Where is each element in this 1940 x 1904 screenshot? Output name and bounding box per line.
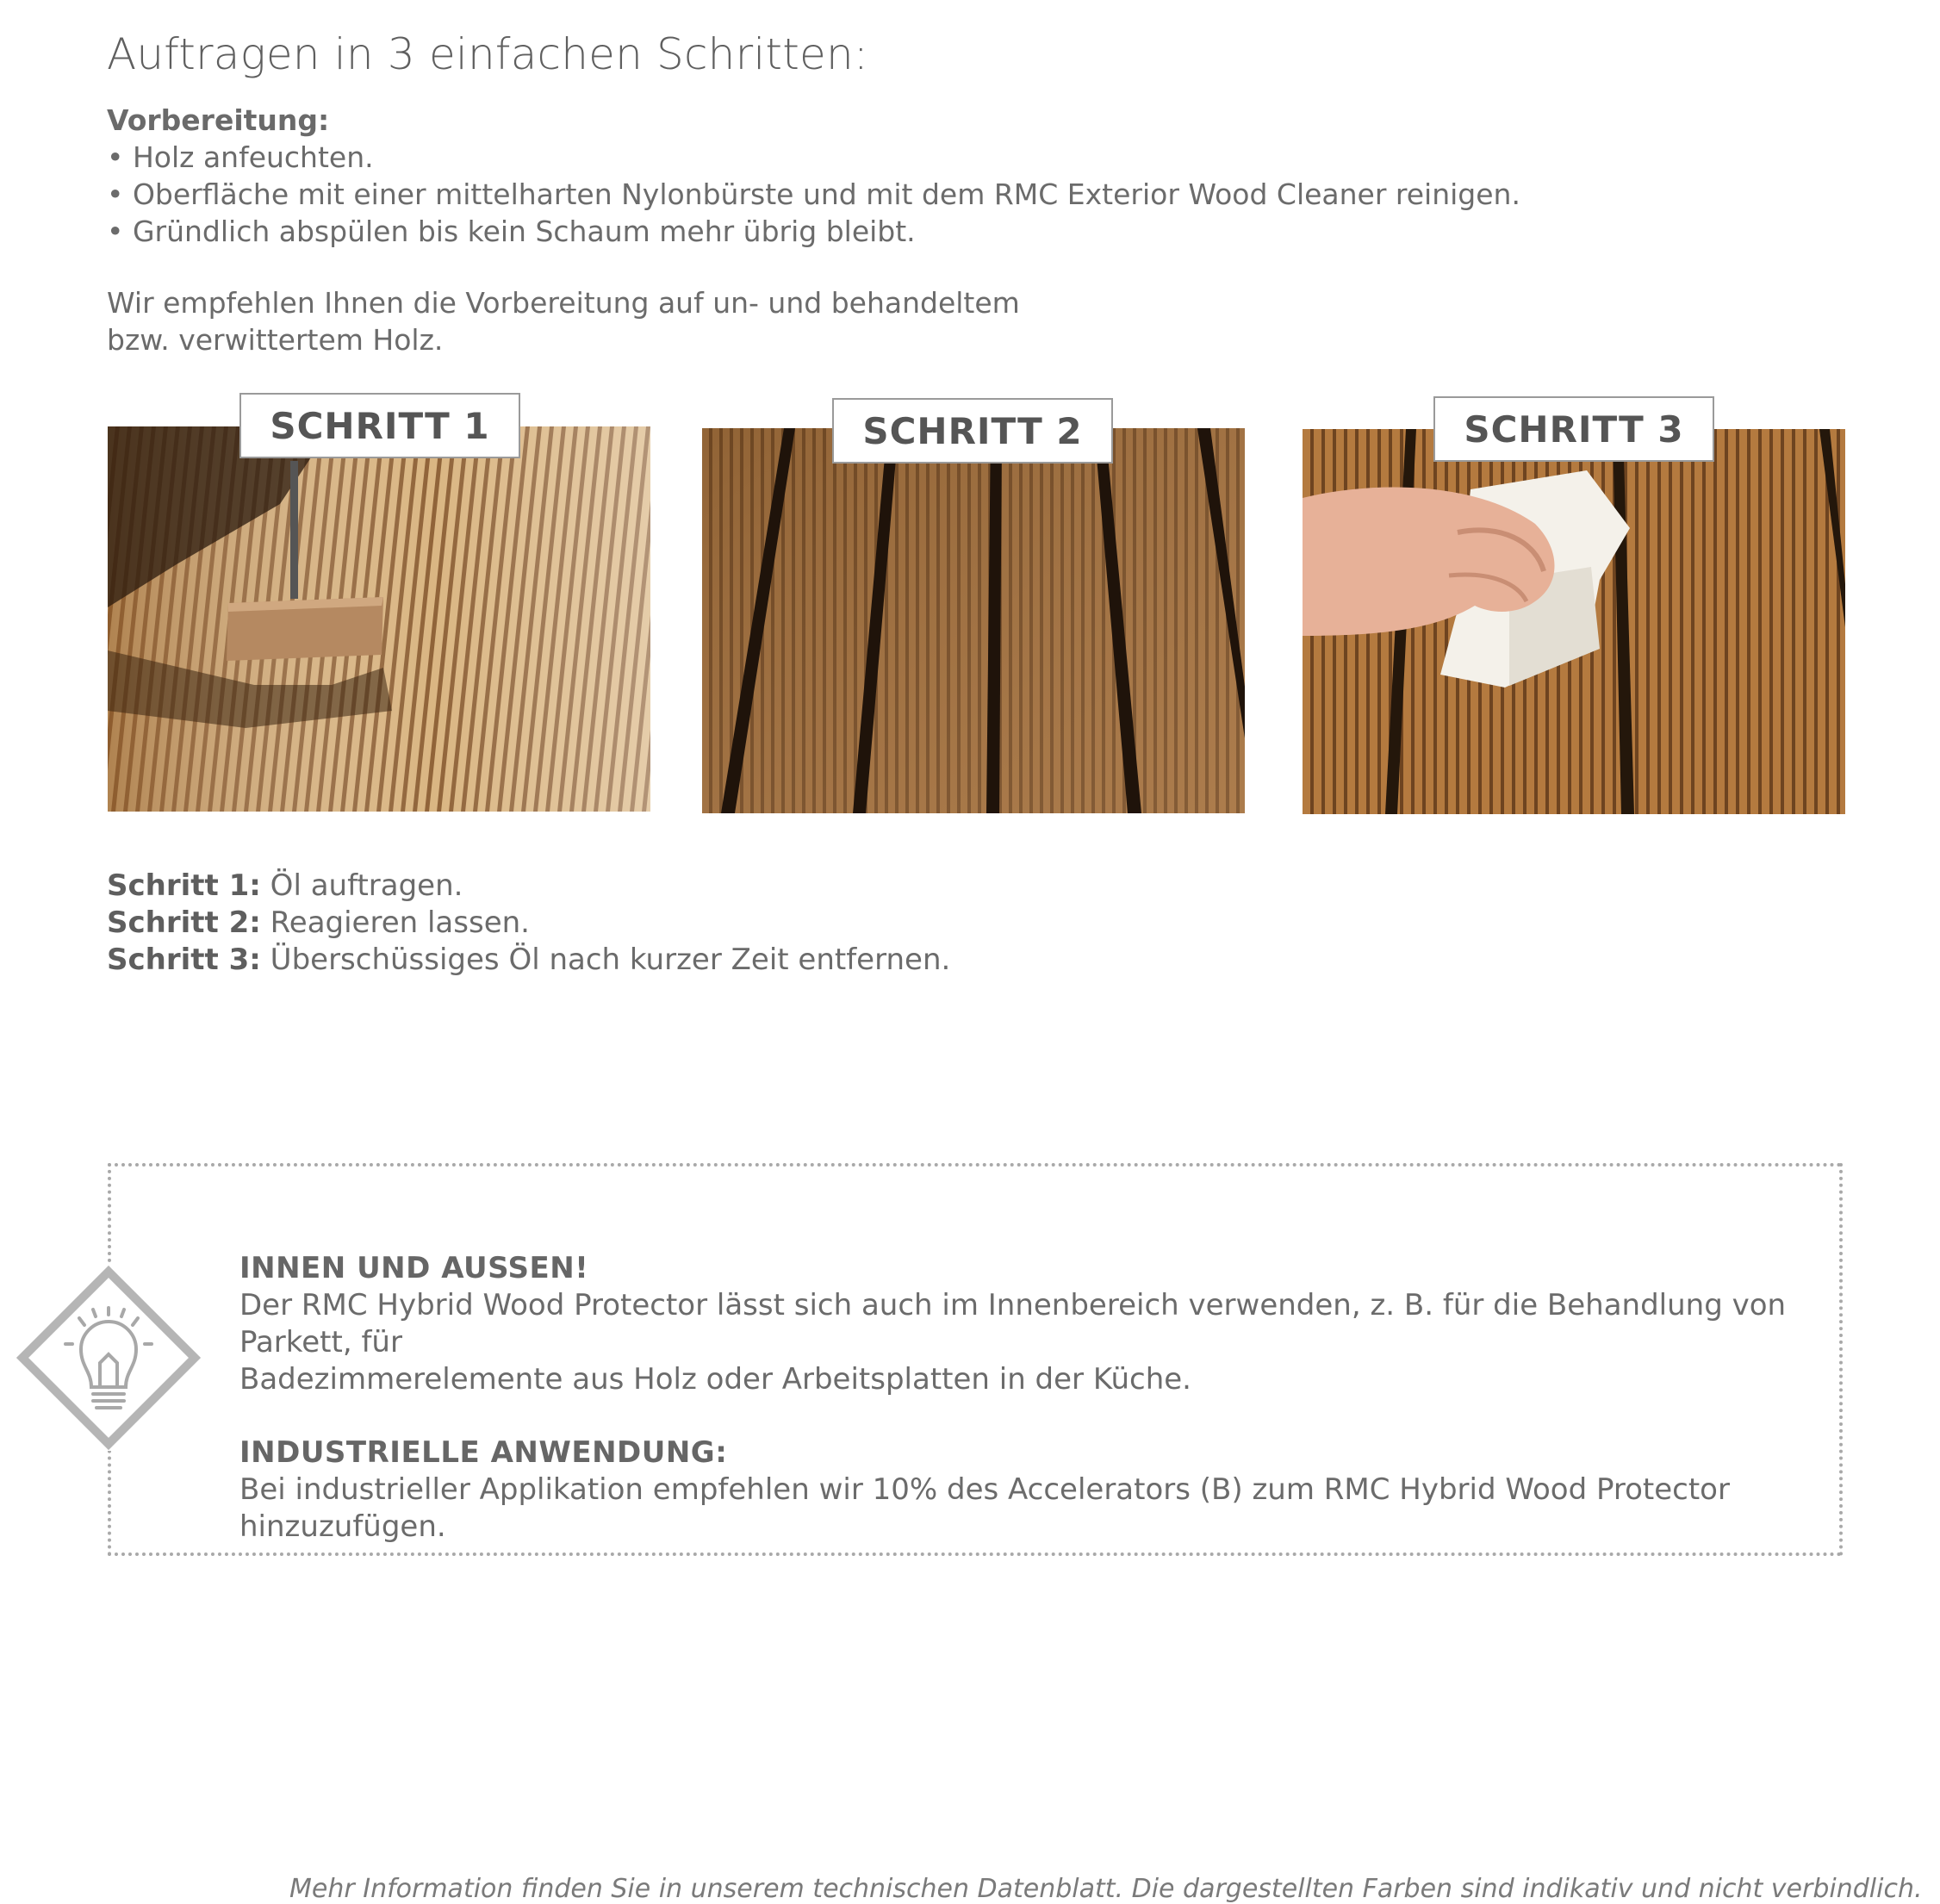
step-2-label: SCHRITT 2 xyxy=(832,398,1113,464)
step-3-photo xyxy=(1303,429,1845,814)
tip-text-line: Der RMC Hybrid Wood Protector lässt sich auch im Innenbereich verwenden, z. B. für die Behandlung von Parkett, für xyxy=(239,1288,1787,1360)
step-description xyxy=(107,868,950,905)
step-description-label: Schritt 2: xyxy=(107,905,261,940)
recommendation-line: bzw. verwittertem Holz. xyxy=(107,323,444,357)
preparation-heading: Vorbereitung: xyxy=(107,103,330,137)
footer-note: Mehr Information finden Sie in unserem technischen Datenblatt. Die dargestellten Farben sind indikativ und nicht verbindlich. xyxy=(289,1874,1923,1904)
preparation-item: • Holz anfeuchten. xyxy=(107,140,374,174)
tip-text-line: Bei industrieller Applikation empfehlen wir 10% des Accelerators (B) zum RMC Hybrid Wood Protector hinzuzufügen. xyxy=(239,1472,1730,1544)
step-3-photo-drawing xyxy=(1303,429,1845,814)
preparation-item: • Gründlich abspülen bis kein Schaum mehr übrig bleibt. xyxy=(107,215,916,248)
tip-text-line: Badezimmerelemente aus Holz oder Arbeitsplatten in der Küche. xyxy=(239,1362,1191,1397)
tip-heading-indoor-outdoor: INNEN UND AUSSEN! xyxy=(239,1251,589,1285)
recommendation-note xyxy=(107,284,1020,358)
step-description-text: Reagieren lassen. xyxy=(260,905,530,940)
step-description-label: Schritt 1: xyxy=(107,868,261,903)
preparation-item: • Oberfläche mit einer mittelharten Nylonbürste und mit dem RMC Exterior Wood Cleaner reinigen. xyxy=(107,177,1520,211)
step-description-text: Überschüssiges Öl nach kurzer Zeit entfernen. xyxy=(260,943,951,977)
page-title: Auftragen in 3 einfachen Schritten: xyxy=(107,29,868,79)
step-description xyxy=(107,905,950,942)
step-descriptions xyxy=(107,868,950,979)
step-description-text: Öl auftragen. xyxy=(260,868,463,903)
step-2-photo-drawing xyxy=(702,428,1245,813)
step-description xyxy=(107,942,950,979)
preparation-list xyxy=(107,139,1744,250)
preparation-section xyxy=(107,102,1744,250)
lightbulb-icon xyxy=(16,1265,202,1451)
step-3-label: SCHRITT 3 xyxy=(1433,396,1714,462)
step-1-label: SCHRITT 1 xyxy=(239,393,520,458)
step-1-photo-drawing xyxy=(108,426,650,812)
step-1-photo xyxy=(108,426,650,812)
step-2-photo xyxy=(702,428,1245,813)
tip-content xyxy=(239,1250,1825,1546)
tip-heading-industrial: INDUSTRIELLE ANWENDUNG: xyxy=(239,1435,728,1470)
step-description-label: Schritt 3: xyxy=(107,943,261,977)
recommendation-line: Wir empfehlen Ihnen die Vorbereitung auf un- und behandeltem xyxy=(107,286,1020,320)
